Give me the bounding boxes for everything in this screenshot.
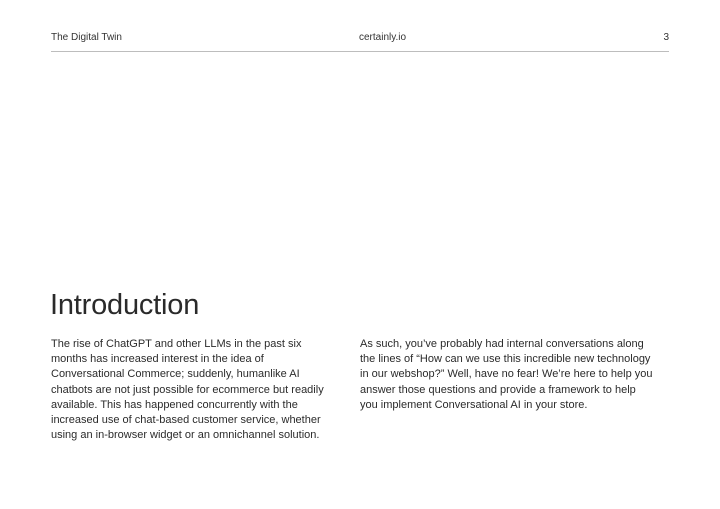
section-heading: Introduction bbox=[50, 289, 200, 321]
site-name: certainly.io bbox=[359, 32, 407, 43]
document-title: The Digital Twin bbox=[51, 32, 122, 43]
intro-paragraph-left: The rise of ChatGPT and other LLMs in the past six months has increased interest in the idea of Conversational Commerce; suddenly, humanlike AI chatbots are not just possible for ecommerce but readily available. This has happened concurrently with the increased use of chat-based customer service, whether using an in-browser widget or an omnichannel solution. bbox=[51, 338, 324, 442]
page-header bbox=[51, 31, 669, 52]
intro-paragraph-right: As such, you’ve probably had internal conversations along the lines of “How can we use this incredible new technology in our webshop?” Well, have no fear! We’re here to help you answer those questions and provide a framework to help you implement Conversational AI in your store. bbox=[360, 338, 653, 411]
page-number: 3 bbox=[663, 32, 669, 43]
